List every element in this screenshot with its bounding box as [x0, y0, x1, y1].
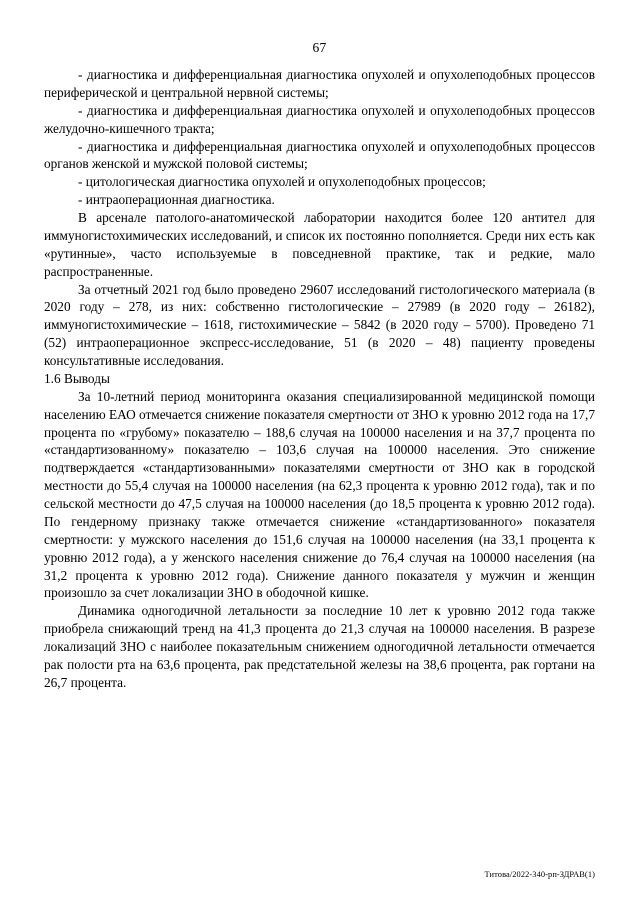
paragraph: - диагностика и дифференциальная диагностика опухолей и опухолеподобных процессов желудочно-кишечного тракта; [44, 102, 595, 136]
page-number: 67 [312, 40, 327, 55]
paragraph: - цитологическая диагностика опухолей и опухолеподобных процессов; [78, 174, 486, 190]
paragraph: - диагностика и дифференциальная диагностика опухолей и опухолеподобных процессов органов женской и мужской половой системы; [44, 138, 595, 172]
paragraph: За отчетный 2021 год было проведено 29607 исследований гистологического материала (в 2020 году – 278, из них: собственно гистологические – 27989 (в 2020 году – 26182), иммуногистохимические – 1618, гистохимические – 5842 (в 2020 году – 5700). Проведено 71 (52) интраоперационное экспресс-исследование, 51 (в 2020 – 48) пациенту проведены консультативные исследования. [44, 281, 595, 368]
paragraph: - интраоперационная диагностика. [78, 192, 275, 208]
paragraph: За 10-летний период мониторинга оказания специализированной медицинской помощи населению ЕАО отмечается снижение показателя смертности от ЗНО к уровню 2012 года на 17,7 процента по «грубому» показателю – 188,6 случая на 100000 населения и на 37,7 процента по «стандартизованному» показателю – 103,6 случая на 100000 населения. Это снижение подтверждается «стандартизованными» показателями смертности от ЗНО как в городской местности до 55,4 случая на 100000 населения (на 62,3 процента к уровню 2012 года), так и по сельской местности до 47,5 случая на 100000 населения (до 18,5 процента к уровню 2012 года). По гендерному признаку также отмечается снижение «стандартизованного» показателя смертности: у мужского населения до 151,6 случая на 100000 населения (на 33,1 процента к уровню 2012 года), а у женского населения снижение до 76,4 случая на 100000 населения (на 31,2 процента к уровню 2012 года). Снижение данного показателя у мужчин и женщин произошло за счет локализации ЗНО в ободочной кишке. [44, 388, 595, 601]
paragraph: В арсенале патолого-анатомической лаборатории находится более 120 антител для иммуногистохимических исследований, и список их постоянно пополняется. Среди них есть как «рутинные», часто используемые в повседневной практике, так и редкие, мало распространенные. [44, 210, 595, 279]
paragraph: - диагностика и дифференциальная диагностика опухолей и опухолеподобных процессов периферической и центральной нервной системы; [44, 67, 595, 100]
paragraph: Динамика одногодичной летальности за последние 10 лет к уровню 2012 года также приобрела снижающий тренд на 41,3 процента до 21,3 случая на 100000 населения. В разрезе локализаций ЗНО с наиболее показательным снижением одногодичной летальности отмечается рак полости рта на 63,6 процента, рак предстательной железы на 38,6 процента, рак гортани на 26,7 процента. [44, 603, 595, 690]
section-heading: 1.6 Выводы [44, 370, 110, 386]
document-footer: Титова/2022-340-рп-ЗДРАВ(1) [484, 870, 595, 879]
document-body [44, 66, 595, 692]
